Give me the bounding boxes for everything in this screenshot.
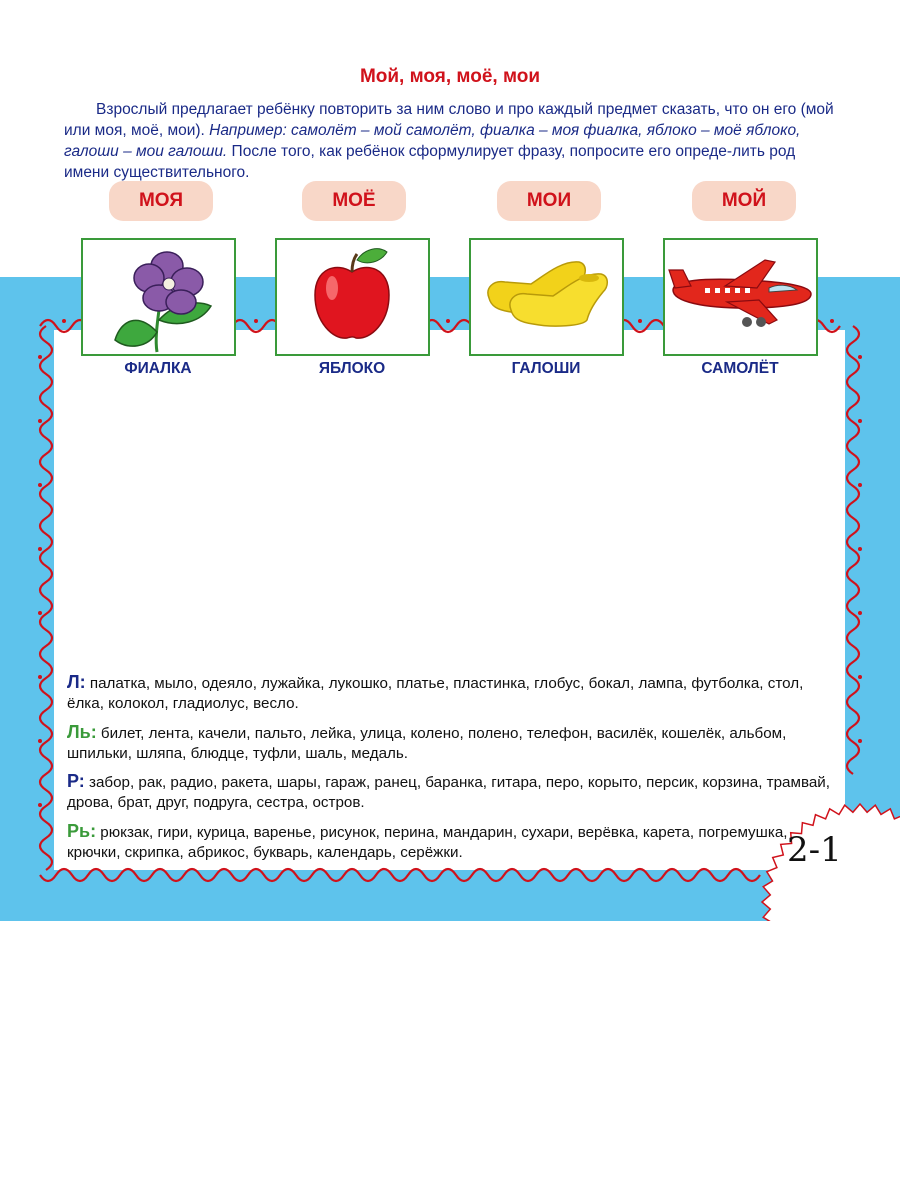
- sound-label-r: Р:: [67, 771, 85, 791]
- picture-frame-apple: [275, 238, 430, 356]
- caption-galoshes: ГАЛОШИ: [511, 360, 581, 377]
- picture-frame-galoshes: [469, 238, 624, 356]
- word-group-l-soft: [67, 722, 842, 764]
- word-group-l: [67, 672, 842, 714]
- pronoun-pill-moya: МОЯ: [109, 181, 213, 221]
- instructions-paragraph: [64, 99, 842, 183]
- sound-label-l: Л:: [67, 672, 86, 692]
- pronoun-pill-moi: МОИ: [497, 181, 601, 221]
- word-list-r-soft: рюкзак, гири, курица, варенье, рисунок, перина, мандарин, сухари, верёвка, карета, погремушка, крючки, скрипка, абрикос, букварь, календарь, серёжки.: [67, 824, 788, 861]
- yellow-galoshes-icon: [471, 240, 622, 354]
- violet-flower-icon: [83, 240, 234, 354]
- caption-apple: ЯБЛОКО: [318, 360, 386, 377]
- word-group-r: [67, 771, 842, 813]
- instructions-example: Например: самолёт – мой самолёт, фиалка – моя фиалка, яблоко – моё яблоко, галоши – мои галоши.: [64, 122, 801, 160]
- red-apple-icon: [277, 240, 428, 354]
- instructions-text-end: После того, как ребёнок сформулирует фразу, попросите его опреде-лить род имени существительного.: [64, 143, 796, 181]
- caption-violet: ФИАЛКА: [124, 360, 192, 377]
- page-title: Мой, моя, моё, мои: [359, 66, 541, 87]
- pronoun-pill-moy: МОЙ: [692, 181, 796, 221]
- page-number: 2-1: [787, 830, 842, 870]
- picture-frame-airplane: [663, 238, 818, 356]
- word-group-r-soft: [67, 821, 842, 863]
- caption-airplane: САМОЛЁТ: [701, 360, 779, 377]
- sound-label-r-soft: Рь:: [67, 821, 97, 841]
- word-list-l-soft: билет, лента, качели, пальто, лейка, улица, колено, полено, телефон, василёк, кошелёк, альбом, шпильки, шляпа, блюдце, туфли, шаль, медаль.: [67, 725, 787, 762]
- sound-label-l-soft: Ль:: [67, 722, 97, 742]
- pronoun-pill-moyo: МОЁ: [302, 181, 406, 221]
- red-airplane-icon: [665, 240, 816, 354]
- word-list-l: палатка, мыло, одеяло, лужайка, лукошко, платье, пластинка, глобус, бокал, лампа, футболка, стол, ёлка, колокол, гладиолус, весло.: [67, 675, 804, 712]
- picture-frame-violet: [81, 238, 236, 356]
- instructions-text: Взрослый предлагает ребёнку повторить за ним слово и про каждый предмет сказать, что он его (мой или моя, моё, мои).: [64, 101, 834, 139]
- word-list-r: забор, рак, радио, ракета, шары, гараж, ранец, баранка, гитара, перо, корыто, персик, корзина, трамвай, дрова, брат, друг, подруга, сестра, остров.: [67, 774, 830, 811]
